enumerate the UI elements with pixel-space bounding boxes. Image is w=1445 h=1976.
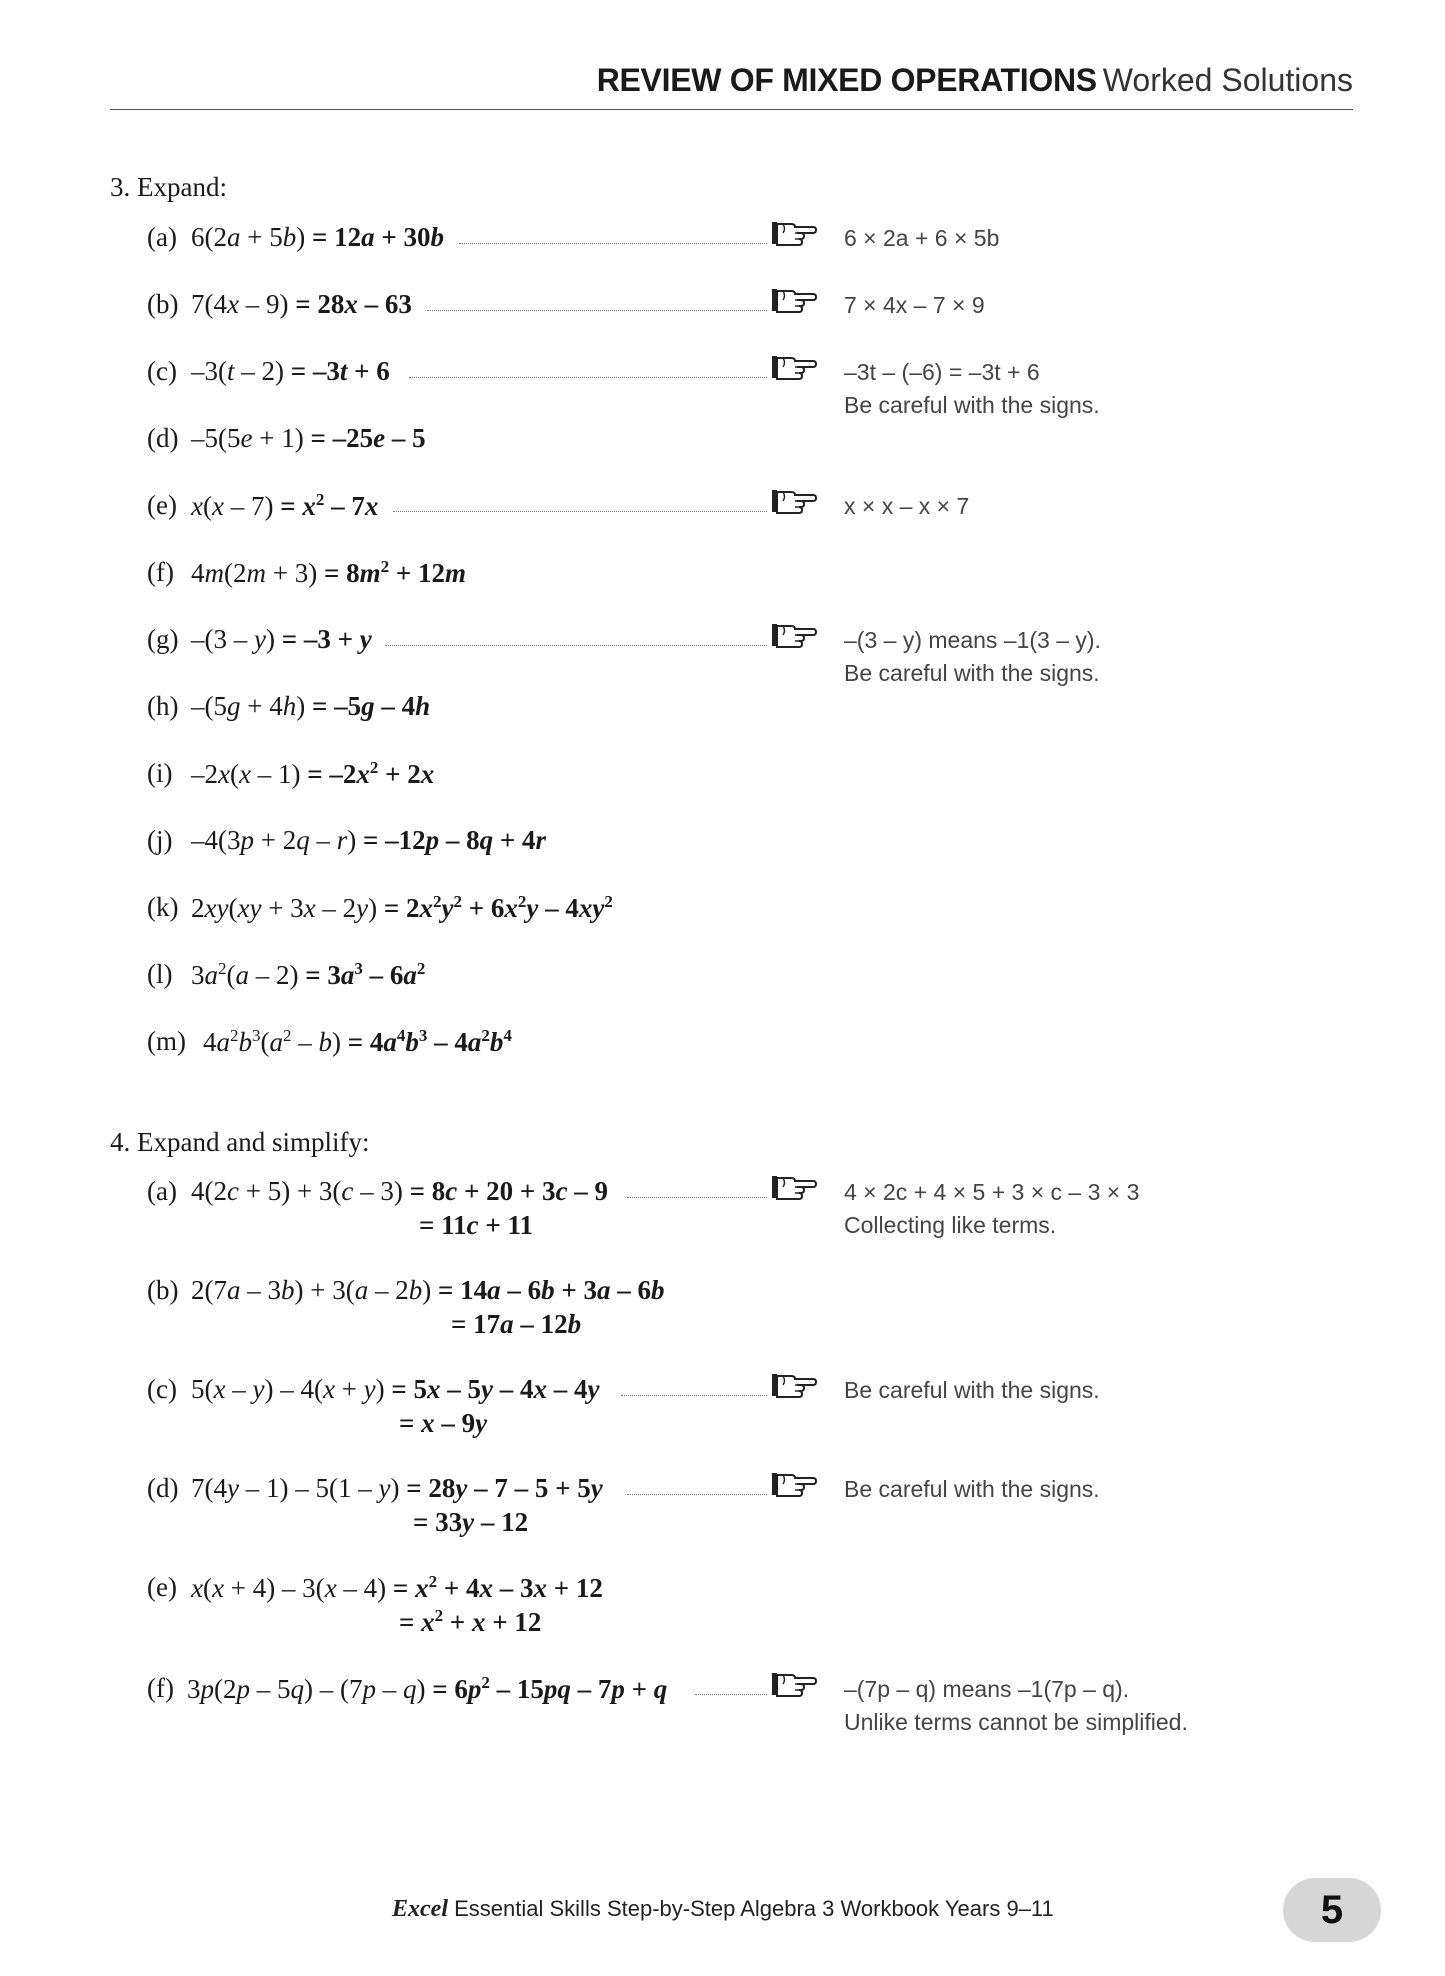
header-title: REVIEW OF MIXED OPERATIONS — [596, 62, 1097, 98]
q4d-expression: 7(4y – 1) – 5(1 – y) = 28y – 7 – 5 + 5y — [191, 1473, 603, 1503]
part-label: (b) — [147, 289, 179, 319]
part-label: (d) — [147, 423, 179, 453]
leader-dots — [409, 377, 767, 378]
leader-dots — [385, 645, 767, 646]
part-label: (c) — [147, 1374, 177, 1404]
q4f-note-2: Unlike terms cannot be simplified. — [844, 1709, 1188, 1735]
part-label: (h) — [147, 691, 179, 721]
part-label: (d) — [147, 1473, 179, 1503]
part-label: (l) — [147, 959, 173, 989]
q4a-note-2: Collecting like terms. — [844, 1212, 1057, 1238]
part-label: (b) — [147, 1275, 179, 1305]
page-footer — [392, 1896, 1054, 1923]
q3b-note: 7 × 4x – 7 × 9 — [844, 292, 985, 318]
q4b-line2: = 17a – 12b — [451, 1309, 582, 1339]
pointing-hand-icon — [771, 285, 817, 315]
q4d-line2: = 33y – 12 — [413, 1507, 529, 1537]
part-label: (i) — [147, 758, 173, 788]
pointing-hand-icon — [771, 620, 817, 650]
q3j-expression: –4(3p + 2q – r) = –12p – 8q + 4r — [191, 825, 547, 855]
leader-dots — [621, 1395, 767, 1396]
leader-dots — [427, 310, 767, 311]
leader-dots — [459, 243, 767, 244]
pointing-hand-icon — [771, 352, 817, 382]
q4a-expression: 4(2c + 5) + 3(c – 3) = 8c + 20 + 3c – 9 — [191, 1176, 609, 1206]
page-number: 5 — [1283, 1878, 1381, 1942]
q4e-line2: = $x^2 + x + 12$ — [399, 1606, 542, 1637]
leader-dots — [627, 1494, 767, 1495]
q4f-note-1: –(7p – q) means –1(7p – q). — [844, 1676, 1130, 1702]
q3g-expression: –(3 – y) = –3 + y — [191, 624, 372, 654]
q3b-expression: 7(4x – 9) = 28x – 63 — [191, 289, 412, 319]
q4c-note: Be careful with the signs. — [844, 1377, 1100, 1403]
part-label: (g) — [147, 624, 179, 654]
part-label: (f) — [147, 1673, 174, 1703]
part-label: (f) — [147, 557, 174, 587]
q3c-note-1: –3t – (–6) = –3t + 6 — [844, 359, 1040, 385]
question-3-heading: 3. Expand: — [110, 172, 227, 202]
header-subtitle: Worked Solutions — [1102, 62, 1353, 98]
pointing-hand-icon — [771, 1469, 817, 1499]
q3e-expression: $x(x - 7) = x^2 - 7x$ — [191, 490, 379, 521]
question-4-heading: 4. Expand and simplify: — [110, 1127, 370, 1157]
q3i-expression: $-2x(x - 1) = -2x^2 + 2x$ — [191, 758, 435, 789]
leader-dots — [393, 511, 767, 512]
q3c-expression: –3(t – 2) = –3t + 6 — [191, 356, 390, 386]
q4d-note: Be careful with the signs. — [844, 1476, 1100, 1502]
q4f-expression: $3p(2p - 5q) - (7p - q) = 6p^2 - 15pq - 7p + q$ — [187, 1673, 668, 1704]
q3a-expression: 6(2a + 5b) = 12a + 30b — [191, 222, 445, 252]
q4c-expression: 5(x – y) – 4(x + y) = 5x – 5y – 4x – 4y — [191, 1374, 600, 1404]
part-label: (c) — [147, 356, 177, 386]
q3k-expression: $2xy(xy + 3x - 2y) = 2x^2y^2 + 6x^2y - 4xy^2$ — [191, 892, 613, 923]
q3a-note: 6 × 2a + 6 × 5b — [844, 225, 1000, 251]
q3h-expression: –(5g + 4h) = –5g – 4h — [191, 691, 431, 721]
pointing-hand-icon — [771, 1172, 817, 1202]
q4b-expression: 2(7a – 3b) + 3(a – 2b) = 14a – 6b + 3a – 6b — [191, 1275, 665, 1305]
footer-brand: Excel — [392, 1896, 448, 1922]
pointing-hand-icon — [771, 486, 817, 516]
q3l-expression: $3a^2(a - 2) = 3a^3 - 6a^2$ — [191, 959, 426, 990]
pointing-hand-icon — [771, 218, 817, 248]
q3e-note: x × x – x × 7 — [844, 493, 970, 519]
pointing-hand-icon — [771, 1370, 817, 1400]
q3d-expression: –5(5e + 1) = –25e – 5 — [191, 423, 426, 453]
leader-dots — [627, 1197, 767, 1198]
q4a-line2: = 11c + 11 — [419, 1210, 534, 1240]
q3c-note-2: Be careful with the signs. — [844, 392, 1100, 418]
pointing-hand-icon — [771, 1669, 817, 1699]
part-label: (j) — [147, 825, 173, 855]
q3g-note-1: –(3 – y) means –1(3 – y). — [844, 627, 1101, 653]
q4e-expression: $x(x + 4) - 3(x - 4) = x^2 + 4x - 3x + 12$ — [191, 1572, 603, 1603]
q3g-note-2: Be careful with the signs. — [844, 660, 1100, 686]
part-label: (e) — [147, 490, 177, 520]
q3f-expression: $4m(2m + 3) = 8m^2 + 12m$ — [191, 557, 467, 588]
page-header — [110, 58, 1353, 110]
footer-title: Essential Skills Step-by-Step Algebra 3 Workbook Years 9–11 — [454, 1896, 1054, 1921]
q3m-expression: $4a^2b^3(a^2 - b) = 4a^4b^3 - 4a^2b^4$ — [203, 1026, 512, 1057]
part-label: (a) — [147, 1176, 177, 1206]
q4a-note-1: 4 × 2c + 4 × 5 + 3 × c – 3 × 3 — [844, 1179, 1140, 1205]
leader-dots — [695, 1694, 767, 1695]
part-label: (e) — [147, 1572, 177, 1602]
q4c-line2: = x – 9y — [399, 1408, 488, 1438]
part-label: (a) — [147, 222, 177, 252]
part-label: (m) — [147, 1026, 186, 1056]
part-label: (k) — [147, 892, 179, 922]
